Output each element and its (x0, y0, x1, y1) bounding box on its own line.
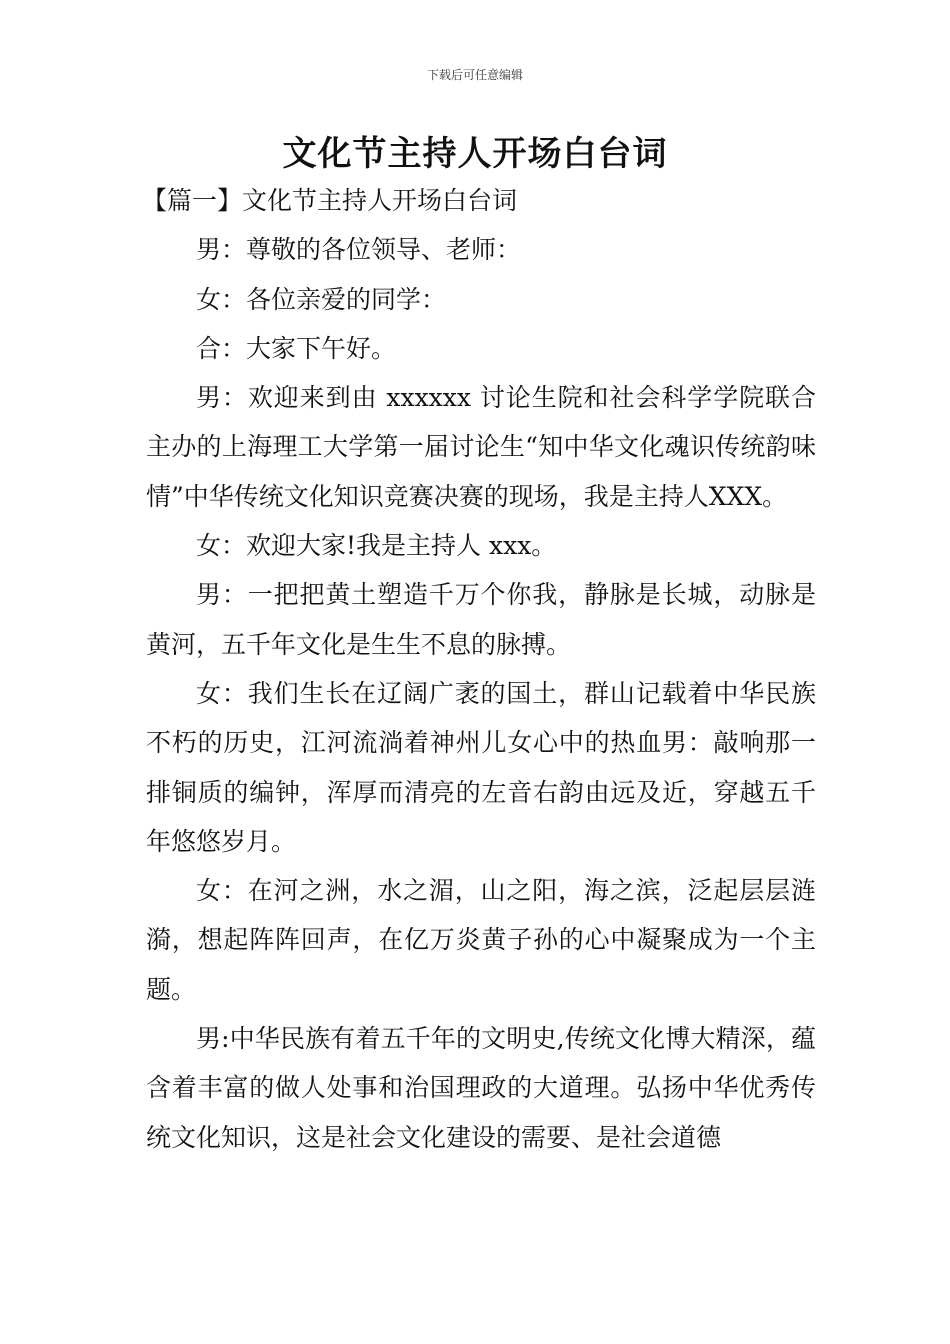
header-note: 下载后可任意编辑 (426, 68, 523, 82)
paragraph: 女：各位亲爱的同学： (196, 284, 447, 314)
paragraph: 女：我们生长在辽阔广袤的国土，群山记载着中华民族不朽的历史，江河流淌着神州儿女心中的热血男：敲响那一排铜质的编钟，浑厚而清亮的左音右韵由远及近，穿越五千年悠悠岁月。 (146, 678, 816, 856)
document-title: 文化节主持人开场白台词 (282, 134, 668, 174)
paragraph: 男:中华民族有着五千年的文明史,传统文化博大精深，蕴含着丰富的做人处事和治国理政的大道理。弘扬中华优秀传统文化知识，这是社会文化建设的需要、是社会道德 (146, 1024, 816, 1152)
paragraph: 女：在河之洲，水之湄，山之阳，海之滨，泛起层层涟漪，想起阵阵回声，在亿万炎黄子孙的心中凝聚成为一个主题。 (146, 876, 816, 1004)
paragraph: 男：欢迎来到由 xxxxxx 讨论生院和社会科学学院联合主办的上海理工大学第一届讨论生“知中华文化魂识传统韵味情”中华传统文化知识竞赛决赛的现场，我是主持人XXX。 (146, 383, 816, 511)
document-body (142, 176, 816, 1162)
paragraph: 男：尊敬的各位领导、老师： (196, 235, 522, 265)
paragraph: 男：一把把黄土塑造千万个你我，静脉是长城，动脉是黄河，五千年文化是生生不息的脉搏。 (146, 580, 816, 659)
paragraph: 合：大家下午好。 (196, 333, 397, 363)
paragraph: 女：欢迎大家!我是主持人 xxx。 (196, 531, 557, 561)
section-heading: 【篇一】文化节主持人开场白台词 (142, 186, 518, 215)
